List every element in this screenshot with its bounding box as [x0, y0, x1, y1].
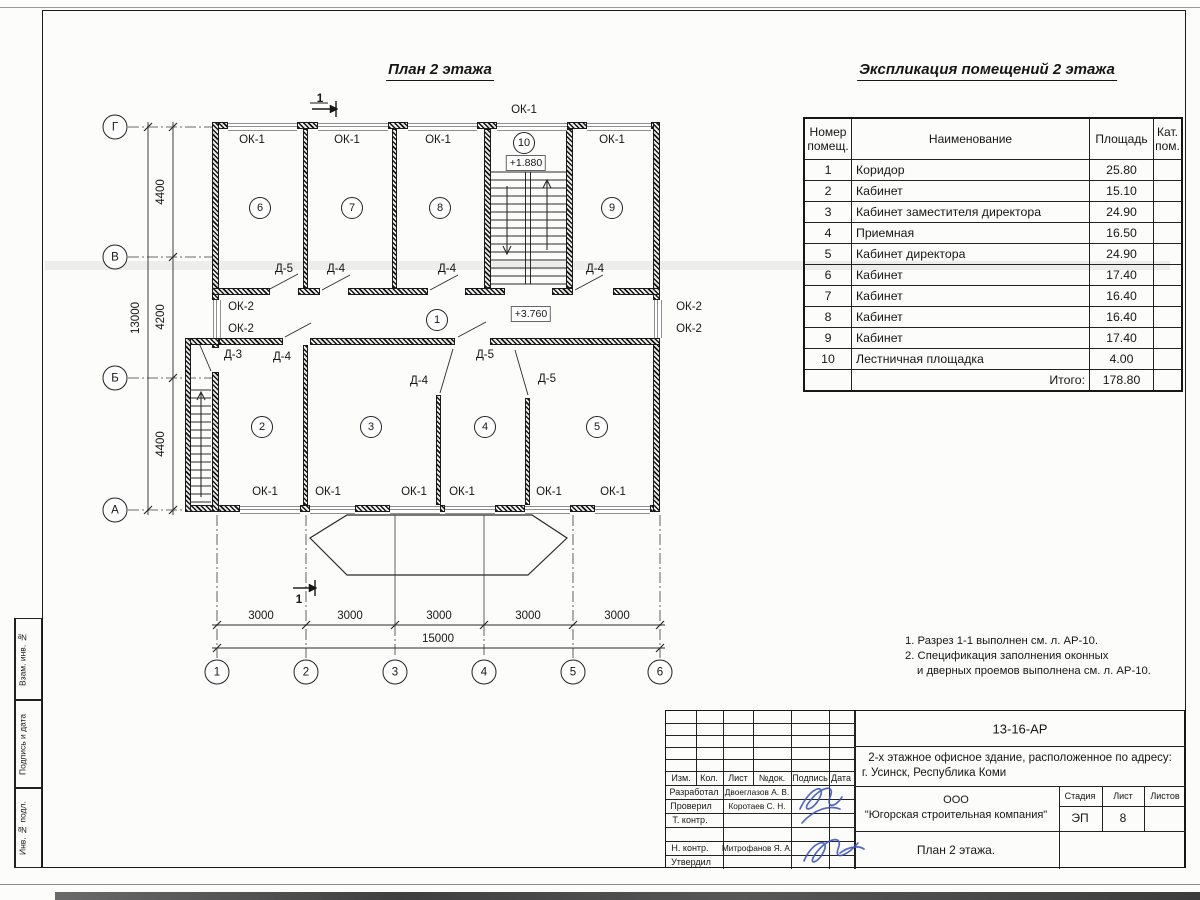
tb-role-name: Митрофанов Я. А.	[721, 843, 793, 853]
explication-title: Экспликация помещений 2 этажа	[857, 61, 1117, 81]
window-ok1	[497, 123, 567, 131]
axis-bubble-g: Г	[103, 115, 128, 140]
window-label-ok1: ОК-1	[401, 486, 427, 498]
stairwell-wall	[484, 129, 491, 288]
tb-role: Разработал	[669, 787, 719, 797]
level-mark-stair: +1.880	[506, 155, 546, 171]
stair-treads	[491, 172, 566, 284]
partition-wall	[303, 129, 308, 288]
tb-col-kol: Кол.	[700, 773, 718, 783]
wall-segment	[552, 288, 573, 295]
window-ok2	[213, 300, 221, 338]
axis-bubble-a: А	[103, 498, 128, 523]
dim-bottom-3000: 3000	[426, 610, 452, 622]
room-bubble-5: 5	[586, 416, 608, 438]
window-ok1	[445, 506, 495, 514]
dimension-lines	[144, 122, 665, 652]
window-ok1	[240, 506, 300, 514]
table-row: 5 Кабинет директора 24.90	[804, 244, 1182, 265]
total-value: 178.80	[1090, 370, 1154, 392]
door-label-d4: Д-4	[437, 263, 457, 275]
window-label-ok2: ОК-2	[676, 301, 702, 313]
dim-bottom-3000: 3000	[337, 610, 363, 622]
partition-wall	[525, 398, 530, 505]
tb-col-list: Лист	[728, 773, 748, 783]
tb-desc-line2: г. Усинск, Республика Коми	[861, 767, 1007, 779]
tb-col-izm: Изм.	[671, 773, 691, 783]
window-ok1	[310, 506, 355, 514]
door-label-d4: Д-4	[585, 263, 605, 275]
axis-bubble-4: 4	[472, 660, 497, 685]
window-label-ok1: ОК-1	[425, 134, 451, 146]
partition-wall	[392, 129, 397, 288]
wall-segment	[388, 122, 408, 129]
table-row: 7 Кабинет 16.40	[804, 286, 1182, 307]
tb-sheet-value: 8	[1119, 811, 1127, 825]
stairwell-wall	[566, 129, 573, 288]
section-mark-label-top: 1	[316, 93, 324, 105]
window-label-ok1: ОК-1	[600, 486, 626, 498]
margin-label: Подпись и дата	[15, 701, 29, 787]
table-row: 4 Приемная 16.50	[804, 223, 1182, 244]
wall-segment	[298, 288, 320, 295]
tb-org-line2: "Югорская строительная компания"	[864, 809, 1048, 821]
total-label: Итого:	[852, 370, 1090, 392]
window-ok1	[525, 506, 570, 514]
axis-bubble-1: 1	[205, 660, 230, 685]
room-bubble-10: 10	[513, 132, 535, 154]
wall-segment	[613, 288, 660, 295]
door-label-d4: Д-4	[409, 375, 429, 387]
wall-segment	[300, 505, 310, 512]
axis-bubble-5: 5	[561, 660, 586, 685]
wall-segment	[297, 122, 318, 129]
wall-segment	[348, 288, 428, 295]
window-ok1	[587, 123, 651, 131]
dim-bottom-3000: 3000	[604, 610, 630, 622]
axis-bubble-v: В	[103, 245, 128, 270]
note-line: 1. Разрез 1-1 выполнен см. л. АР-10.	[905, 635, 1099, 647]
window-label-ok2: ОК-2	[228, 301, 254, 313]
door-label-d5: Д-5	[274, 263, 294, 275]
dim-bottom-total: 15000	[422, 633, 454, 645]
dim-left-4200: 4200	[155, 304, 167, 330]
col-header-number: Номер помещ.	[804, 118, 852, 160]
stair-arrow-up	[543, 180, 551, 250]
door-label-d4: Д-4	[326, 263, 346, 275]
table-row: 10 Лестничная площадка 4.00	[804, 349, 1182, 370]
room-bubble-3: 3	[360, 416, 382, 438]
wall-segment	[212, 372, 219, 512]
note-line: и дверных проемов выполнена см. л. АР-10.	[917, 665, 1151, 677]
tb-col-data: Дата	[831, 773, 851, 783]
tb-doc-number: 13-16-АР	[992, 721, 1048, 737]
room-bubble-7: 7	[341, 197, 363, 219]
wall-segment	[212, 122, 219, 300]
wall-segment	[310, 338, 455, 345]
section-marks	[293, 101, 338, 596]
table-header-row	[804, 118, 1182, 160]
wall-segment	[567, 122, 587, 129]
dim-bottom-3000: 3000	[515, 610, 541, 622]
wall-segment	[185, 338, 191, 512]
dim-left-total: 13000	[130, 302, 142, 334]
wall-segment	[355, 505, 390, 512]
window-label-ok1: ОК-1	[239, 134, 265, 146]
window-label-ok1: ОК-1	[334, 134, 360, 146]
note-line: 2. Спецификация заполнения оконных	[905, 650, 1109, 662]
col-header-name: Наименование	[852, 118, 1090, 160]
signature-2	[804, 840, 864, 862]
door-label-d5: Д-5	[537, 373, 557, 385]
col-header-area: Площадь	[1090, 118, 1154, 160]
door-label-d5: Д-5	[475, 349, 495, 361]
tb-desc-line1: 2-х этажное офисное здание, расположенное по адресу:	[868, 752, 1172, 764]
table-row: 8 Кабинет 16.40	[804, 307, 1182, 328]
tb-col-ndok: №док.	[758, 773, 786, 783]
window-label-ok1: ОК-1	[252, 486, 278, 498]
wall-segment	[219, 338, 283, 345]
signature-ink	[786, 779, 906, 879]
table-row: 3 Кабинет заместителя директора 24.90	[804, 202, 1182, 223]
dim-left-4400b: 4400	[155, 431, 167, 457]
window-label-ok1: ОК-1	[599, 134, 625, 146]
window-label-ok2: ОК-2	[676, 323, 702, 335]
explication-table	[803, 117, 1183, 392]
axis-bubble-6: 6	[648, 660, 673, 685]
wall-segment	[653, 338, 660, 512]
window-label-ok1: ОК-1	[315, 486, 341, 498]
canopy-outline	[310, 515, 567, 575]
window-ok1	[595, 506, 650, 514]
room-bubble-4: 4	[474, 416, 496, 438]
room-bubble-2: 2	[251, 416, 273, 438]
tb-role: Т. контр.	[672, 815, 708, 825]
window-ok2	[654, 300, 662, 338]
room-bubble-1: 1	[426, 309, 448, 331]
tb-role-name: Коротаев С. Н.	[728, 801, 786, 811]
axis-bubble-2: 2	[294, 660, 319, 685]
wall-segment	[495, 505, 525, 512]
window-ok1	[390, 506, 440, 514]
window-ok1	[318, 123, 388, 131]
table-row: 9 Кабинет 17.40	[804, 328, 1182, 349]
section-mark-label-bottom: 1	[295, 594, 303, 606]
tb-sheets-label: Листов	[1150, 791, 1180, 801]
room-bubble-8: 8	[429, 197, 451, 219]
window-label-ok2: ОК-2	[228, 323, 254, 335]
table-row: 1 Коридор 25.80	[804, 160, 1182, 181]
tb-role: Проверил	[670, 801, 712, 811]
signature-1	[800, 788, 842, 823]
notes-block	[905, 634, 1151, 679]
table-row: 6 Кабинет 17.40	[804, 265, 1182, 286]
table-row: 2 Кабинет 15.10	[804, 181, 1182, 202]
axis-lines-solid	[395, 515, 484, 625]
door-label-d4: Д-4	[272, 351, 292, 363]
window-label-ok1: ОК-1	[449, 486, 475, 498]
title-block	[665, 710, 1185, 868]
tb-sheet-label: Лист	[1113, 791, 1133, 801]
margin-label: Инв. № подл.	[15, 789, 29, 867]
margin-label: Взам. инв. №	[15, 619, 29, 699]
level-mark-corridor: +3.760	[511, 306, 551, 322]
axis-bubble-b: Б	[103, 366, 128, 391]
wall-segment	[477, 122, 497, 129]
wall-segment	[465, 288, 505, 295]
partition-wall	[436, 395, 441, 505]
door-label-d3: Д-3	[223, 349, 243, 361]
room-bubble-6: 6	[249, 197, 271, 219]
tb-role-name: Двоеглазов А. В.	[724, 787, 790, 797]
axis-bubble-3: 3	[383, 660, 408, 685]
plan-title: План 2 этажа	[386, 61, 494, 81]
window-ok1	[228, 123, 297, 131]
partition-wall	[303, 345, 308, 505]
tb-caption: План 2 этажа.	[916, 843, 996, 857]
ext-stair-arrow	[197, 392, 205, 497]
window-label-ok1: ОК-1	[536, 486, 562, 498]
tb-org-line1: ООО	[943, 794, 969, 806]
tb-role: Утвердил	[671, 857, 711, 867]
wall-segment	[212, 288, 270, 295]
window-label-ok1: ОК-1	[511, 104, 537, 116]
wall-segment	[653, 122, 660, 300]
tb-col-podpis: Подпись	[792, 773, 828, 783]
window-ok1	[408, 123, 477, 131]
wall-segment	[490, 338, 660, 345]
room-bubble-9: 9	[601, 197, 623, 219]
table-total-row	[804, 370, 1182, 392]
dim-left-4400a: 4400	[155, 179, 167, 205]
wall-segment	[570, 505, 595, 512]
dim-bottom-3000: 3000	[248, 610, 274, 622]
tb-stage-value: ЭП	[1071, 811, 1089, 825]
tb-stage-label: Стадия	[1064, 791, 1096, 801]
col-header-cat: Кат. пом.	[1154, 118, 1183, 160]
tb-role: Н. контр.	[671, 843, 709, 853]
